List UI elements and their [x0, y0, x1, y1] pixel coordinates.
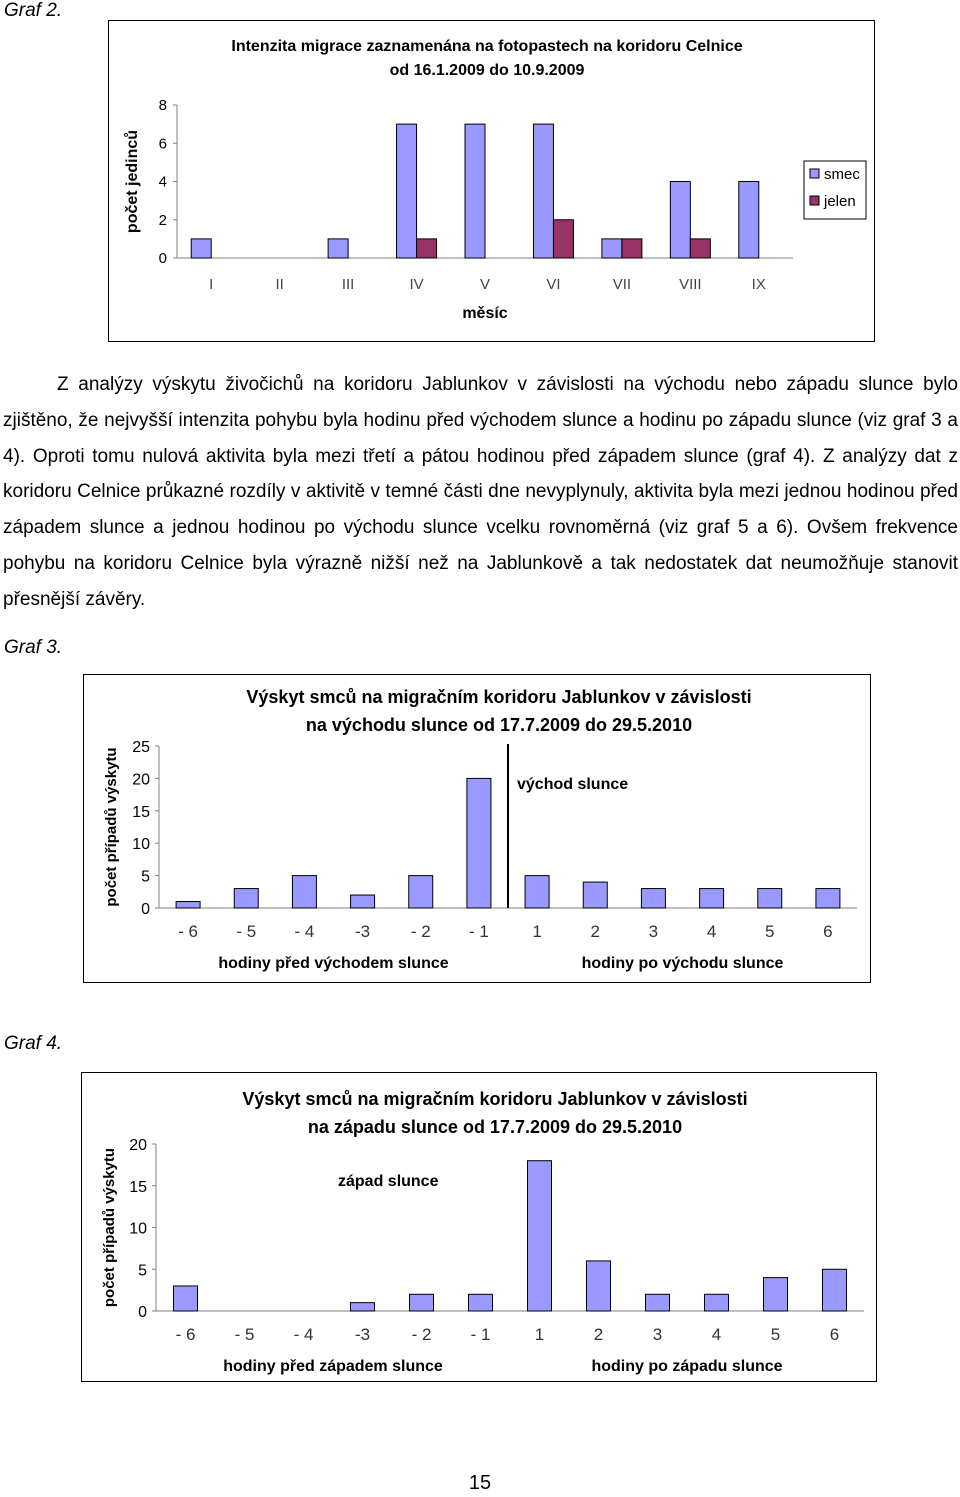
bar	[351, 895, 375, 908]
x-tick-label: 4	[711, 1325, 722, 1344]
y-tick-label: 4	[158, 173, 167, 191]
x-tick-label: - 5	[236, 922, 257, 941]
y-tick-label: 2	[158, 211, 167, 229]
bar	[646, 1294, 670, 1311]
x-tick-label: - 4	[293, 1325, 314, 1344]
bar-jelen	[553, 220, 573, 258]
bar	[587, 1261, 611, 1311]
x-tick-label: 4	[706, 922, 717, 941]
x-tick-label: -3	[355, 922, 371, 941]
bar-smec	[465, 124, 485, 258]
y-tick-label: 0	[158, 250, 167, 267]
chart-graf3	[83, 674, 871, 983]
graf3-caption: Graf 3.	[4, 637, 63, 658]
bar	[292, 876, 316, 908]
x-tick-label: - 6	[178, 922, 199, 941]
bar	[176, 902, 200, 908]
bar-jelen	[690, 239, 710, 258]
bar	[525, 876, 549, 908]
graf2-caption: Graf 2.	[4, 0, 63, 21]
chart-graf4	[81, 1072, 877, 1382]
bar-smec	[397, 124, 417, 258]
x-tick-label: 3	[652, 1325, 663, 1344]
bar	[823, 1269, 847, 1311]
y-tick-label: 8	[158, 97, 167, 114]
x-tick-label: IV	[409, 276, 424, 293]
legend-swatch-jelen	[810, 196, 819, 205]
bar-jelen	[417, 239, 437, 258]
y-tick-label: 6	[158, 135, 167, 153]
x-tick-label: 2	[590, 922, 600, 941]
x-tick-label: VII	[612, 276, 632, 293]
y-tick-label: 10	[129, 1220, 147, 1238]
x-tick-label: -3	[354, 1325, 371, 1344]
bar-smec	[328, 239, 348, 258]
body-paragraph	[3, 367, 958, 618]
bar	[758, 889, 782, 908]
legend-swatch-smec	[810, 169, 819, 178]
x-tick-label: - 5	[234, 1325, 255, 1344]
bar	[705, 1294, 729, 1311]
x-tick-label: IX	[751, 276, 766, 293]
x-tick-label: - 1	[468, 922, 489, 941]
bar-smec	[191, 239, 211, 258]
bar	[528, 1161, 552, 1311]
bar-smec	[533, 124, 553, 258]
bar	[641, 889, 665, 908]
y-tick-label: 20	[132, 771, 150, 789]
y-axis-label: počet případů výskytu	[103, 747, 120, 907]
chart-title: na západu slunce od 17.7.2009 do 29.5.2010	[307, 1117, 683, 1137]
bar	[174, 1286, 198, 1311]
bar	[816, 889, 840, 908]
x-tick-label: V	[479, 276, 491, 293]
divider-label: západ slunce	[338, 1173, 439, 1190]
chart-title: od 16.1.2009 do 10.9.2009	[389, 62, 585, 79]
x-tick-label: 2	[593, 1325, 604, 1344]
body-paragraph-text: Z analýzy výskytu živočichů na koridoru Jablunkov v závislosti na východu nebo západu slunce bylo zjištěno, že nejvyšší intenzita pohybu byla hodinu před východem slunce a hodinu po západu slunce (viz graf 3 a 4). Oproti tomu nulová aktivita byla mezi třetí a pátou hodinou před západem slunce (graf 4). Z analýzy dat z koridoru Celnice průkazné rozdíly v aktivitě v temné části dne nevyplynuly, aktivita byla mezi jednou hodinou před západem slunce a jednou hodinou po východu slunce vcelku rovnoměrná (viz graf 5 a 6). Ovšem frekvence pohybu na koridoru Celnice byla výrazně nižší než na Jablunkově a tak nedostatek dat neumožňuje stanovit přesnější závěry.	[3, 374, 958, 610]
x-tick-label: VI	[546, 276, 561, 293]
chart-title: Výskyt smců na migračním koridoru Jablunkov v závislosti	[242, 1089, 748, 1109]
bar	[467, 778, 491, 908]
bar	[583, 882, 607, 908]
x-tick-label: - 2	[411, 1325, 432, 1344]
graf4-caption: Graf 4.	[4, 1033, 63, 1054]
bar	[409, 876, 433, 908]
legend-label-smec: smec	[824, 166, 860, 183]
chart-title: Intenzita migrace zaznamenána na fotopastech na koridoru Celnice	[231, 38, 743, 55]
x-tick-label: 6	[829, 1325, 840, 1344]
x-tick-label: II	[275, 276, 284, 293]
x-axis-label-left: hodiny před východem slunce	[218, 955, 449, 972]
bar-jelen	[622, 239, 642, 258]
bar-smec	[602, 239, 622, 258]
chart-title: Výskyt smců na migračním koridoru Jablunkov v závislosti	[246, 687, 752, 707]
x-axis-label-right: hodiny po východu slunce	[581, 955, 784, 972]
x-tick-label: I	[209, 276, 214, 293]
x-axis-label-right: hodiny po západu slunce	[591, 1358, 783, 1375]
bar-smec	[670, 182, 690, 259]
bar	[700, 889, 724, 908]
bar	[764, 1278, 788, 1311]
x-tick-label: VIII	[679, 276, 702, 293]
bar	[351, 1303, 375, 1311]
x-tick-label: - 6	[175, 1325, 196, 1344]
x-tick-label: 1	[532, 922, 542, 941]
x-axis-label-left: hodiny před západem slunce	[223, 1358, 443, 1375]
y-tick-label: 15	[132, 803, 150, 821]
y-tick-label: 5	[141, 868, 150, 886]
divider-label: východ slunce	[517, 776, 629, 793]
y-tick-label: 20	[129, 1137, 147, 1154]
x-tick-label: 1	[534, 1325, 545, 1344]
x-tick-label: III	[341, 276, 355, 293]
bar-smec	[739, 182, 759, 259]
x-tick-label: 5	[770, 1325, 781, 1344]
bar	[410, 1294, 434, 1311]
y-tick-label: 0	[141, 901, 150, 918]
page-number: 15	[468, 1472, 492, 1494]
x-tick-label: - 1	[470, 1325, 491, 1344]
bar	[469, 1294, 493, 1311]
chart-title: na východu slunce od 17.7.2009 do 29.5.2010	[305, 715, 693, 735]
y-tick-label: 25	[132, 739, 150, 756]
legend-label-jelen: jelen	[824, 193, 856, 210]
y-axis-label: počet případů výskytu	[101, 1147, 118, 1308]
x-axis-label: měsíc	[462, 305, 508, 322]
x-tick-label: - 4	[294, 922, 315, 941]
y-tick-label: 15	[129, 1178, 147, 1196]
y-tick-label: 0	[138, 1304, 147, 1321]
x-tick-label: - 2	[410, 922, 431, 941]
chart-graf2	[108, 20, 875, 342]
y-tick-label: 10	[132, 836, 150, 854]
y-tick-label: 5	[138, 1262, 147, 1280]
x-tick-label: 5	[765, 922, 775, 941]
x-tick-label: 3	[648, 922, 659, 941]
y-axis-label: počet jedinců	[124, 129, 141, 234]
x-tick-label: 6	[823, 922, 833, 941]
bar	[234, 889, 258, 908]
